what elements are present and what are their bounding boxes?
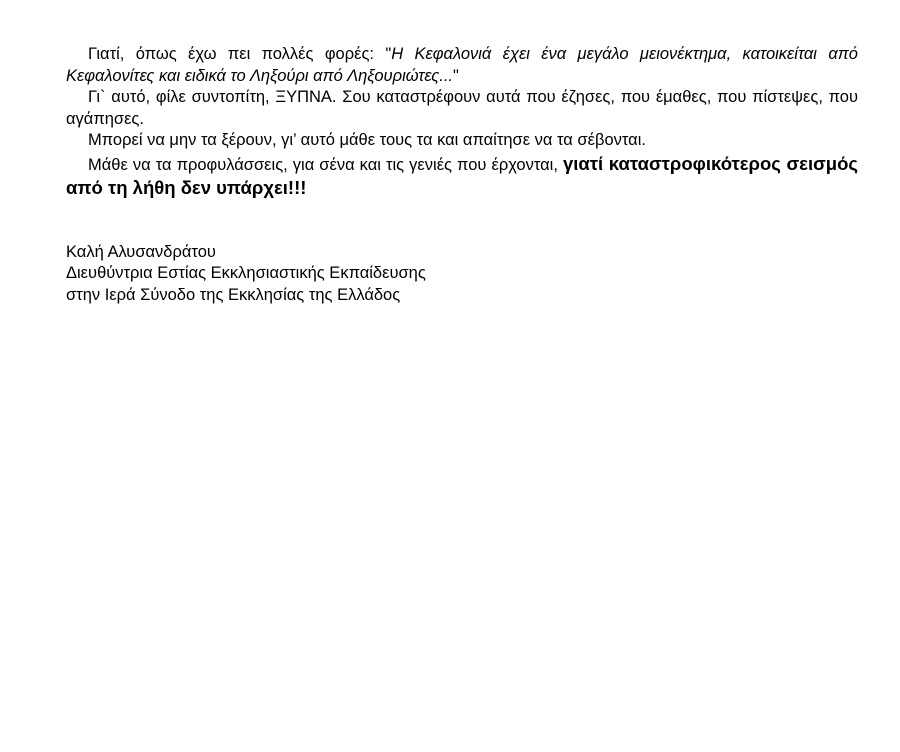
paragraph-quote-text: Γιατί, όπως έχω πει πολλές φορές: " [88, 45, 392, 63]
paragraph-teach: Μπορεί να μην τα ξέρουν, γι’ αυτό μάθε τους τα και απαίτησε να τα σέβονται. [88, 131, 646, 149]
signature-title: Διευθύντρια Εστίας Εκκλησιαστικής Εκπαίδευσης [66, 264, 426, 282]
quote-italic: Η Κεφαλονιά έχει ένα μεγάλο μειονέκτημα, κατοικείται από Κεφαλονίτες και ειδικά το Ληξούρι από Ληξουριώτες... [66, 45, 858, 85]
paragraph-protect [66, 152, 858, 201]
paragraph-protect-bold: γιατί καταστροφικότερος σεισμός από τη λήθη δεν υπάρχει!!! [66, 152, 858, 198]
document-page [66, 44, 858, 306]
paragraph-protect-text: Μάθε να τα προφυλάσσεις, για σένα και τις γενιές που έρχονται, [88, 155, 563, 174]
signature-organization: στην Ιερά Σύνοδο της Εκκλησίας της Ελλάδος [66, 285, 401, 304]
paragraph-wake-up: Γι` αυτό, φίλε συντοπίτη, ΞΥΠΝΑ. Σου καταστρέφουν αυτά που έζησες, που έμαθες, που πίστεψες, που αγάπησες. [66, 88, 858, 128]
signature-block [66, 242, 858, 307]
paragraph-quote-end: " [453, 66, 459, 85]
paragraph-quote [66, 44, 858, 87]
signature-name: Καλή Αλυσανδράτου [66, 242, 216, 261]
